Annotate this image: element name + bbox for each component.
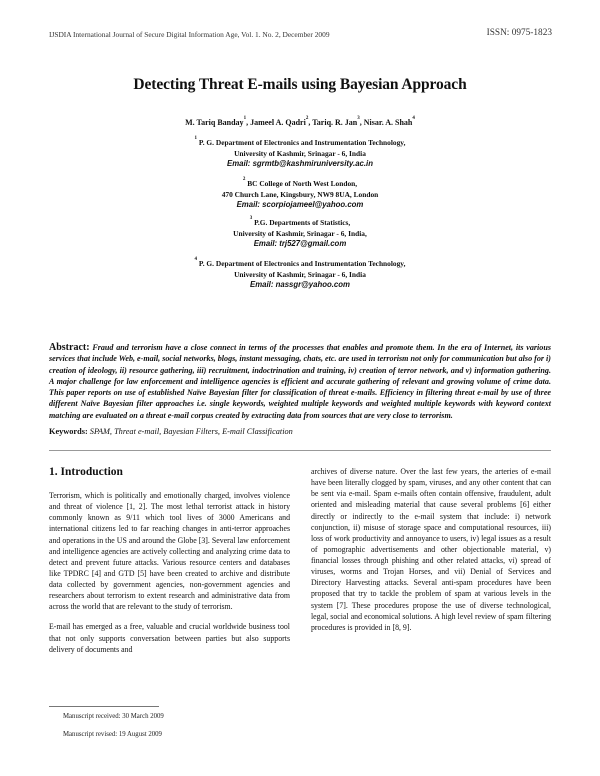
aff-line1: P. G. Department of Electronics and Instrumentation Technology, <box>198 259 406 268</box>
paragraph: Terrorism, which is politically and emotionally charged, involves violence and threat of violence [1, 2]. The most lethal terrorist attack in history commonly known as 9/11 which tool lives of 3000 Americans and international citizens led to far reaching changes in anti-terror approaches and operations in the US and around the Globe [3]. Several law enforcement and intelligence agencies are actively collecting and analyzing crime data to detect and prevent future attacks. Various resource centers and databases like TPDRC [4] and GTD [5] have been created to archive and distribute data collected by government agencies, non-government agencies and researchers about terrorism to extent research and administrative data from across the world that are relevant to the study of terrorism. <box>49 491 290 612</box>
aff-line2: University of Kashmir, Srinagar - 6, India, <box>233 228 367 238</box>
paragraph: archives of diverse nature. Over the last few years, the arteries of e-mail have been literally clogged by spam, viruses, and any other content that can be sent via e-mail. Spam e-mails often contain offensive, fraudulent, adult oriented and misleading material that cause several problems [6] either directly or indirectly to the e-mail system that include: i) network conjunction, ii) misuse of storage space and computational resources, iii) loss of work productivity and annoyance to users, iv) legal issues as a result of pornographic advertisements and other objectionable material, v) financial losses through phishing and other related attacks, vi) spread of viruses, worms and Trojan Horses, and vii) Denial of Services and Directory Harvesting attacks. Several anti-spam procedures have been proposed that try to tackle the problem of spam at various levels in the system [7]. These procedures propose the use of diverse technological, legal, social and economical solutions. A high level review of spam filtering procedures is provided in [8, 9]. <box>311 467 551 632</box>
aff-line2: University of Kashmir, Srinagar - 6, India <box>234 269 366 279</box>
keywords-text: SPAM, Threat e-mail, Bayesian Filters, E-mail Classification <box>89 427 293 436</box>
footnote-received: Manuscript received: 30 March 2009 <box>63 713 164 720</box>
author-name: Nisar. A. Shah <box>363 118 413 127</box>
paragraph: E-mail has emerged as a free, valuable and crucial worldwide business tool that not only supports conversation between parties but also supports delivery of documents and <box>49 622 290 654</box>
author-name: M. Tariq Banday <box>185 118 244 127</box>
right-column <box>311 466 551 642</box>
abstract <box>49 342 551 421</box>
aff-email: Email: trj527@gmail.com <box>253 239 347 249</box>
aff-sup: 2 <box>242 177 246 182</box>
author-sup: 1 <box>243 116 247 121</box>
author-sup: 3 <box>357 116 360 121</box>
aff-line2: 470 Church Lane, Kingsbury, NW9 8UA, London <box>221 189 379 199</box>
abstract-label: Abstract: <box>49 342 90 353</box>
author-sup: 4 <box>412 116 415 121</box>
section-heading: 1. Introduction <box>49 466 123 478</box>
aff-sup: 3 <box>249 216 253 221</box>
footnote-divider <box>49 706 159 707</box>
footnote-revised: Manuscript revised: 19 August 2009 <box>63 731 162 738</box>
author-list: M. Tariq Banday$^1$, Jameel A. Qadri$^2$, Tariq. R. Jan$^3$, Nisar. A. Shah$^4$ <box>185 116 415 127</box>
affiliation-1 <box>0 138 600 170</box>
aff-line1: P. G. Department of Electronics and Instrumentation Technology, <box>198 138 406 147</box>
aff-email: Email: nassgr@yahoo.com <box>250 280 350 290</box>
affiliation-4 <box>0 259 600 291</box>
aff-email: Email: sgrmtb@kashmiruniversity.ac.in <box>227 159 373 169</box>
aff-sup: 4 <box>194 257 198 262</box>
aff-line1: P.G. Departments of Statistics, <box>254 218 351 227</box>
author-name: Tariq. R. Jan <box>312 118 358 127</box>
aff-email: Email: scorpiojameel@yahoo.com <box>236 200 364 210</box>
paper-title: Detecting Threat E-mails using Bayesian Approach <box>133 76 467 93</box>
affiliation-2 <box>0 179 600 211</box>
affiliation-3 <box>0 218 600 250</box>
aff-line1: BC College of North West London, <box>247 179 358 188</box>
aff-line2: University of Kashmir, Srinagar - 6, India <box>234 148 366 158</box>
journal-header: IJSDIA International Journal of Secure Digital Information Age, Vol. 1. No. 2, December 2009 <box>49 30 330 39</box>
left-column <box>49 490 290 664</box>
author-sup: 2 <box>305 116 309 121</box>
abstract-text: Fraud and terrorism have a close connect in terms of the processes that enables and promote them. In the era of Internet, its various services that include Web, e-mail, social networks, blogs, instant messaging, chats, etc. are used in terrorism not only for communication but also for i) creation of ideology, ii) resource gathering, iii) recruitment, indoctrination and training, iv) creation of terror network, and v) information gathering. A major challenge for law enforcement and intelligence agencies is efficient and accurate gathering of relevant and growing volume of crime data. This paper reports on use of established Naïve Bayesian filter for classification of threat e-mails. Efficiency in filtering threat e-mail by use of three different Naïve Bayesian filter approaches i.e. single keywords, weighted multiple keywords and weighted multiple keywords with keyword context matching are evaluated on a threat e-mail corpus created by extracting data from sources that are very close to terrorism. <box>49 343 551 420</box>
keywords-label: Keywords: <box>49 427 88 436</box>
section-divider <box>49 450 551 451</box>
aff-sup: 1 <box>194 136 198 141</box>
author-name: Jameel A. Qadri <box>250 118 306 127</box>
issn-label: ISSN: 0975-1823 <box>486 28 552 38</box>
keywords <box>49 427 551 436</box>
